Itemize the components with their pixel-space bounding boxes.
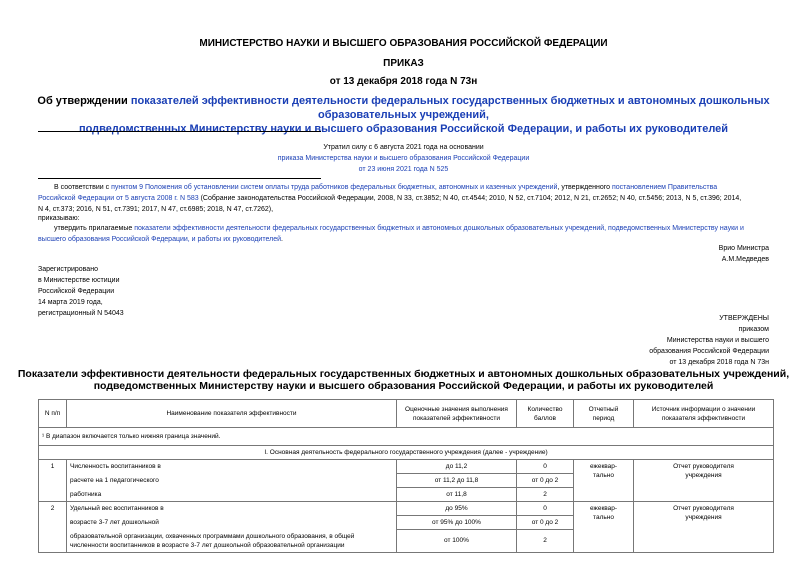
row2-score-2: от 0 до 2 xyxy=(517,516,574,530)
row1-source xyxy=(634,460,774,502)
signature-role: Врио Министра xyxy=(718,245,769,252)
header-name: Наименование показателя эффективности xyxy=(67,400,397,428)
annex-title-line-2: подведомственных Министерству науки и высшего образования Российской Федерации, и работы их руководителей xyxy=(93,380,714,392)
registration-line-1: Зарегистрировано xyxy=(38,266,98,273)
row1-period xyxy=(574,460,634,502)
doc-date-number: от 13 декабря 2018 года N 73н xyxy=(329,76,478,87)
row2-source xyxy=(634,502,774,553)
row2-source-2: учреждения xyxy=(685,514,722,521)
doc-type: ПРИКАЗ xyxy=(383,58,424,69)
row1-period-1: ежеквар- xyxy=(589,463,618,470)
row2-name-2: возрасте 3-7 лет дошкольной xyxy=(67,516,397,530)
row1-source-1: Отчет руководителя xyxy=(673,463,734,470)
row2-period xyxy=(574,502,634,553)
row2-period-1: ежеквар- xyxy=(589,505,618,512)
row1-num: 1 xyxy=(39,460,67,502)
row1-name-1: Численность воспитанников в xyxy=(67,460,397,474)
row2-value-2: от 95% до 100% xyxy=(397,516,517,530)
link-indicators[interactable]: показатели эффективности деятельности федеральных государственных бюджетных и автономных дошкольных образовательных учреждений, подведомственных Министерству науки и xyxy=(134,225,744,232)
approved-line-2: приказом xyxy=(738,326,769,333)
annex-title-line-1: Показатели эффективности деятельности федеральных государственных бюджетных и автономных дошкольных образовательных учреждений, xyxy=(17,368,790,380)
row2-name-3: образовательной организации, охваченных программами дошкольного образования, в общей численности воспитанников в возрасте 3-7 лет дошкольной образовательной организации xyxy=(67,530,397,553)
row2-score-1: 0 xyxy=(517,502,574,516)
doc-title-link-2[interactable]: подведомственных Министерству науки и высшего образования Российской Федерации, и работы их руководителей xyxy=(78,123,729,135)
preamble-d: N 4, ст.373; 2016, N 51, ст.7391; 2017, N 47, ст.6985; 2018, N 47, ст.7262), xyxy=(38,206,274,213)
order-word: приказываю: xyxy=(38,215,80,222)
row1-value-2: от 11,2 до 11,8 xyxy=(397,474,517,488)
signature-block xyxy=(719,243,769,265)
status-link-date[interactable]: от 23 июня 2021 года N 525 xyxy=(358,166,449,173)
divider-top xyxy=(38,131,321,132)
row2-source-1: Отчет руководителя xyxy=(673,505,734,512)
link-resolution[interactable]: постановлением Правительства xyxy=(611,184,718,191)
footnote: ¹ В диапазон включается только нижняя граница значений. xyxy=(39,428,774,446)
preamble xyxy=(38,182,772,215)
registration-block xyxy=(38,264,124,319)
footnote-row xyxy=(39,428,774,446)
header-num: N п/п xyxy=(39,400,67,428)
link-resolution-583[interactable]: Российской Федерации от 5 августа 2008 г. N 583 xyxy=(38,195,199,202)
row1-name-2: расчете на 1 педагогического xyxy=(67,474,397,488)
header-scores: Количество баллов xyxy=(517,400,574,428)
link-indicators-2[interactable]: высшего образования Российской Федерации, и работы их руководителей xyxy=(38,236,282,243)
approved-line-5: от 13 декабря 2018 года N 73н xyxy=(669,359,769,366)
annex-title xyxy=(0,368,807,392)
row1-score-3: 2 xyxy=(517,488,574,502)
row2-num: 2 xyxy=(39,502,67,553)
section-title: I. Основная деятельность федерального государственного учреждения (далее - учреждение) xyxy=(39,446,774,460)
doc-title-link-1[interactable]: показателей эффективности деятельности федеральных государственных бюджетных и автономных дошкольных образовательных учреждений, xyxy=(130,95,770,121)
link-point-9[interactable]: пунктом 9 Положения об установлении систем оплаты труда работников федеральных бюджетных, автономных и казенных учреждений xyxy=(111,184,558,191)
signature-name: А.М.Медведев xyxy=(721,256,769,263)
registration-line-3: Российской Федерации xyxy=(38,288,115,295)
approved-line-1: УТВЕРЖДЕНЫ xyxy=(719,315,769,322)
divider-bottom xyxy=(38,178,321,179)
status-note xyxy=(0,142,807,175)
status-link[interactable]: приказа Министерства науки и высшего образования Российской Федерации xyxy=(277,155,530,162)
registration-line-5: регистрационный N 54043 xyxy=(38,310,124,317)
row1-value-1: до 11,2 xyxy=(397,460,517,474)
table-row xyxy=(39,460,774,474)
ministry-heading: МИНИСТЕРСТВО НАУКИ И ВЫСШЕГО ОБРАЗОВАНИЯ РОССИЙСКОЙ ФЕДЕРАЦИИ xyxy=(199,38,608,49)
approve-end: . xyxy=(281,236,283,243)
row2-value-3: от 100% xyxy=(397,530,517,553)
row2-period-2: тально xyxy=(593,514,614,521)
header-values: Оценочные значения выполнения показателей эффективности xyxy=(397,400,517,428)
approve-paragraph xyxy=(38,223,772,245)
row1-name-3: работника xyxy=(67,488,397,502)
registration-line-4: 14 марта 2019 года, xyxy=(38,299,103,306)
status-line-1: Утратил силу с 6 августа 2021 года на основании xyxy=(323,144,484,151)
row1-value-3: от 11,8 xyxy=(397,488,517,502)
row1-score-1: 0 xyxy=(517,460,574,474)
doc-title-prefix: Об утверждении xyxy=(37,95,131,107)
registration-line-2: в Министерстве юстиции xyxy=(38,277,120,284)
approve-a: утвердить прилагаемые xyxy=(54,225,135,232)
approved-line-3: Министерства науки и высшего xyxy=(666,337,769,344)
approved-line-4: образования Российской Федерации xyxy=(649,348,769,355)
indicators-table xyxy=(38,399,774,553)
table-header-row xyxy=(39,400,774,428)
row1-period-2: тально xyxy=(593,472,614,479)
preamble-c: (Собрание законодательства Российской Федерации, 2008, N 33, ст.3852; N 40, ст.4544; 2010, N 52, ст.7104; 2012, N 21, ст.2652; N 40, ст.5456; 2013, N 5, ст.396; 2014, xyxy=(198,195,742,202)
row2-name-1: Удельный вес воспитанников в xyxy=(67,502,397,516)
row1-source-2: учреждения xyxy=(685,472,722,479)
row2-score-3: 2 xyxy=(517,530,574,553)
row2-value-1: до 95% xyxy=(397,502,517,516)
row1-score-2: от 0 до 2 xyxy=(517,474,574,488)
preamble-a: В соответствии с xyxy=(54,184,112,191)
header-period: Отчетный период xyxy=(574,400,634,428)
header-source: Источник информации о значении показателя эффективности xyxy=(634,400,774,428)
doc-title xyxy=(0,94,807,136)
approved-block xyxy=(649,313,769,368)
section-row xyxy=(39,446,774,460)
preamble-b: , утвержденного xyxy=(557,184,612,191)
table-row xyxy=(39,502,774,516)
